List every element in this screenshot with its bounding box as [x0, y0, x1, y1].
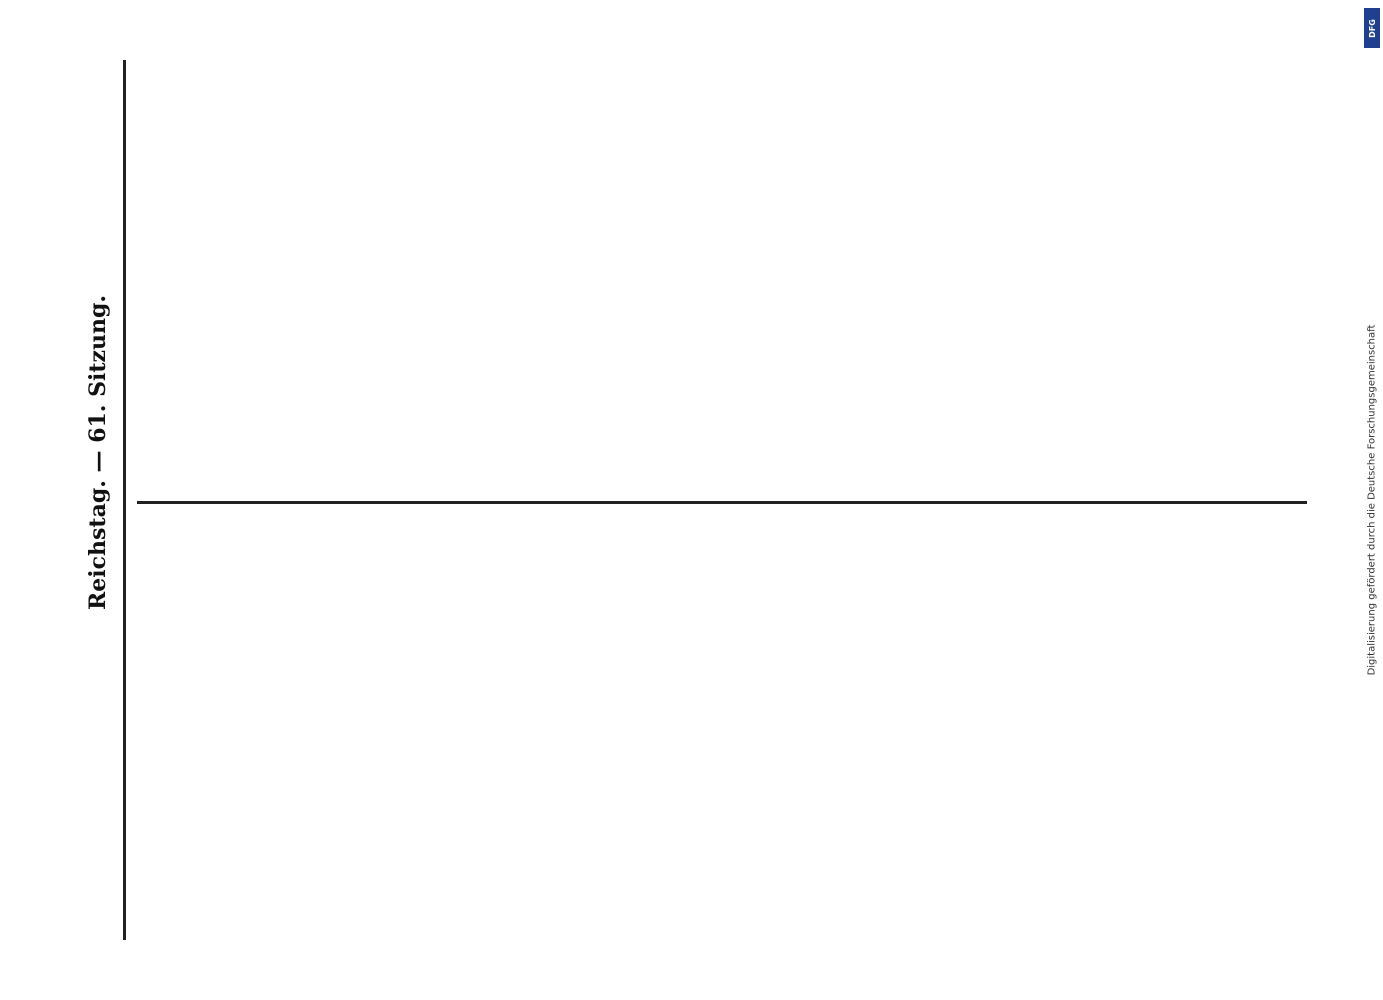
header-rule — [123, 60, 126, 940]
column-divider — [137, 501, 1307, 504]
session-title: Reichstag. — 61. Sitzung. — [85, 294, 111, 610]
body-text — [137, 60, 1307, 940]
digitization-credit: Digitalisierung gefördert durch die Deutsche Forschungsgemeinschaft — [1366, 324, 1378, 676]
text-column-left — [137, 520, 1307, 940]
text-column-right — [137, 60, 1307, 480]
rotated-page — [71, 60, 1311, 940]
dfg-logo: DFG — [1364, 8, 1380, 48]
